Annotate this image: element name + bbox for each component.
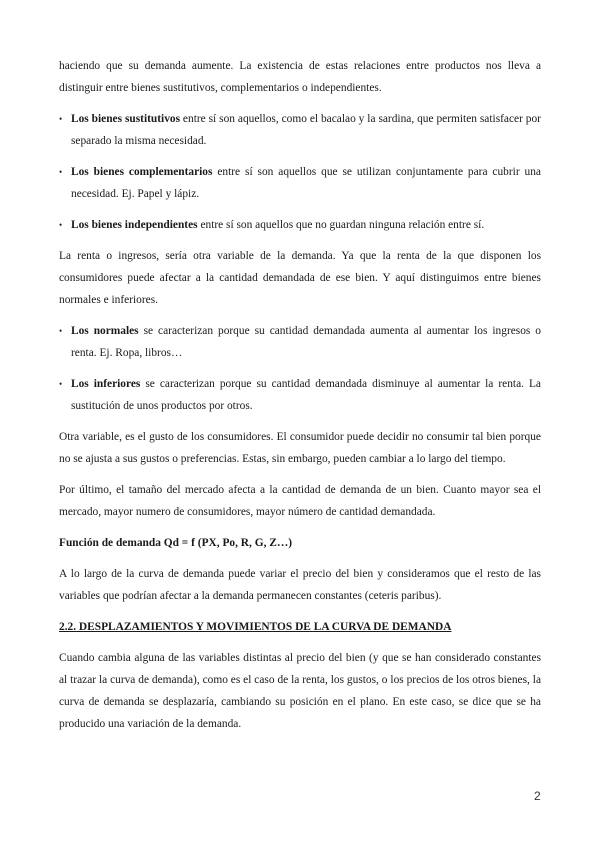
- bullet-icon: •: [59, 379, 63, 389]
- list-item-complementary-goods: [59, 161, 541, 205]
- list-item-independent-goods: [59, 214, 541, 236]
- section-heading-text: 2.2. DESPLAZAMIENTOS Y MOVIMIENTOS DE LA CURVA DE DEMANDA: [59, 621, 452, 633]
- page-content: [59, 55, 541, 735]
- bullet-icon: •: [59, 326, 63, 336]
- section-heading: [59, 616, 541, 638]
- income-goods-list: [59, 320, 541, 417]
- description-complementary-goods: entre sí son aquellos que se utilizan conjuntamente para cubrir una necesidad. Ej. Papel y lápiz.: [71, 166, 541, 200]
- goods-type-list: [59, 108, 541, 236]
- demand-function-title: [59, 532, 541, 554]
- description-independent-goods: entre sí son aquellos que no guardan ninguna relación entre sí.: [197, 219, 485, 231]
- description-normal-goods: se caracterizan porque su cantidad demandada aumenta al aumentar los ingresos o renta. Ej. Ropa, libros…: [71, 325, 542, 359]
- term-substitute-goods: Los bienes sustitutivos: [71, 113, 181, 125]
- taste-paragraph: Otra variable, es el gusto de los consumidores. El consumidor puede decidir no consumir tal bien porque no se ajusta a sus gustos o preferencias. Estas, sin embargo, pueden cambiar a lo largo del tiempo.: [59, 431, 541, 465]
- description-substitute-goods: entre sí son aquellos, como el bacalao y la sardina, que permiten satisfacer por separado la misma necesidad.: [71, 113, 541, 147]
- term-inferior-goods: Los inferiores: [71, 378, 141, 390]
- list-item-normal-goods: [59, 320, 541, 364]
- term-independent-goods: Los bienes independientes: [71, 219, 198, 231]
- page-number: 2: [534, 789, 541, 803]
- term-complementary-goods: Los bienes complementarios: [71, 166, 213, 178]
- list-item-inferior-goods: [59, 373, 541, 417]
- term-normal-goods: Los normales: [71, 325, 139, 337]
- ceteris-paribus-paragraph: A lo largo de la curva de demanda puede variar el precio del bien y consideramos que el resto de las variables que podrían afectar a la demanda permanecen constantes (ceteris paribus).: [59, 568, 541, 602]
- list-item-substitute-goods: [59, 108, 541, 152]
- bullet-icon: •: [59, 167, 63, 177]
- description-inferior-goods: se caracterizan porque su cantidad demandada disminuye al aumentar la renta. La sustitución de unos productos por otros.: [71, 378, 541, 412]
- bullet-icon: •: [59, 114, 63, 124]
- intro-paragraph: haciendo que su demanda aumente. La existencia de estas relaciones entre productos nos lleva a distinguir entre bienes sustitutivos, complementarios o independientes.: [59, 60, 541, 94]
- demand-shift-paragraph: Cuando cambia alguna de las variables distintas al precio del bien (y que se han considerado constantes al trazar la curva de demanda), como es el caso de la renta, los gustos, o los precios de los otros bienes, la curva de demanda se desplazaría, cambiando su posición en el plano. En este caso, se dice que se ha producido una variación de la demanda.: [59, 652, 541, 730]
- income-paragraph: La renta o ingresos, sería otra variable de la demanda. Ya que la renta de la que disponen los consumidores puede afectar a la cantidad demandada de ese bien. Y aquí distinguimos entre bienes normales e inferiores.: [59, 250, 541, 306]
- bullet-icon: •: [59, 220, 63, 230]
- demand-function-text: Función de demanda Qd = f (PX, Po, R, G, Z…): [59, 537, 293, 549]
- market-size-paragraph: Por último, el tamaño del mercado afecta a la cantidad de demanda de un bien. Cuanto mayor sea el mercado, mayor numero de consumidores, mayor número de cantidad demandada.: [59, 484, 541, 518]
